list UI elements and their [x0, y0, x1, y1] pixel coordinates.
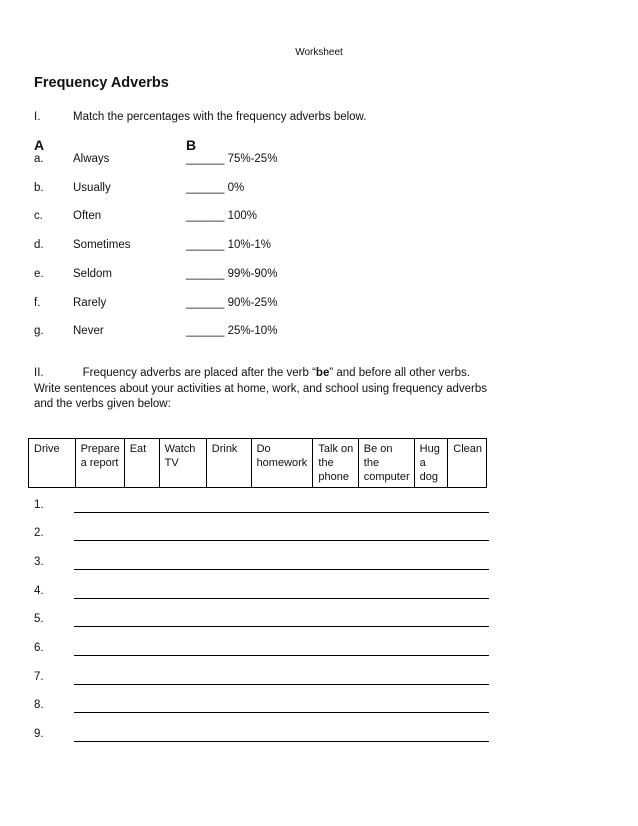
verb-cell: Prepare a report	[75, 439, 124, 488]
verb-cell: Clean	[448, 439, 487, 488]
verb-cell: Be on the computer	[358, 439, 414, 488]
line-number: 6.	[34, 642, 44, 654]
writing-rule[interactable]	[74, 569, 489, 570]
line-number: 7.	[34, 671, 44, 683]
table-row	[29, 439, 487, 488]
match-adverb: Seldom	[73, 268, 112, 280]
section-1-numeral: I.	[34, 111, 41, 123]
instruction-text: Frequency adverbs are placed after the verb “	[82, 367, 316, 379]
line-number: 4.	[34, 585, 44, 597]
match-adverb: Sometimes	[73, 239, 131, 251]
writing-rule[interactable]	[74, 598, 489, 599]
match-letter: c.	[34, 210, 43, 222]
answer-line[interactable]	[34, 728, 489, 744]
match-letter: g.	[34, 325, 44, 337]
verb-cell: Do homework	[251, 439, 313, 488]
line-number: 2.	[34, 527, 44, 539]
match-answer[interactable]: ______ 25%-10%	[186, 325, 278, 337]
match-answer[interactable]: ______ 99%-90%	[186, 268, 278, 280]
match-adverb: Usually	[73, 182, 111, 194]
match-letter: e.	[34, 268, 44, 280]
verb-cell: Drive	[29, 439, 76, 488]
column-b-heading: B	[186, 137, 197, 153]
answer-line[interactable]	[34, 671, 489, 687]
match-adverb: Often	[73, 210, 102, 222]
match-adverb: Rarely	[73, 297, 107, 309]
writing-rule[interactable]	[74, 655, 489, 656]
match-letter: f.	[34, 297, 41, 309]
verb-cell: Eat	[124, 439, 159, 488]
answer-line[interactable]	[34, 499, 489, 515]
match-answer[interactable]: ______ 10%-1%	[186, 239, 272, 251]
answer-line[interactable]	[34, 556, 489, 572]
instruction-text: ” and before all other verbs. Write sentences about your activities at home, work, and school using frequency adverbs and the verbs given below:	[34, 367, 487, 410]
answer-line[interactable]	[34, 527, 489, 543]
verb-cell: Drink	[206, 439, 251, 488]
line-number: 3.	[34, 556, 44, 568]
verb-table	[28, 438, 487, 488]
section-1-instruction: Match the percentages with the frequency adverbs below.	[73, 111, 367, 123]
writing-rule[interactable]	[74, 741, 489, 742]
worksheet-header: Worksheet	[295, 47, 343, 58]
line-number: 9.	[34, 728, 44, 740]
column-a-heading: A	[34, 137, 45, 153]
line-number: 1.	[34, 499, 44, 511]
match-adverb: Always	[73, 153, 110, 165]
writing-rule[interactable]	[74, 512, 489, 513]
verb-cell: Hug a dog	[414, 439, 448, 488]
match-letter: a.	[34, 153, 44, 165]
verb-cell: Watch TV	[159, 439, 206, 488]
answer-line[interactable]	[34, 585, 489, 601]
match-answer[interactable]: ______ 90%-25%	[186, 297, 278, 309]
match-letter: b.	[34, 182, 44, 194]
match-answer[interactable]: ______ 75%-25%	[186, 153, 278, 165]
match-answer[interactable]: ______ 100%	[186, 210, 257, 222]
answer-line[interactable]	[34, 642, 489, 658]
writing-rule[interactable]	[74, 626, 489, 627]
emphasized-verb: be	[315, 367, 330, 379]
answer-line[interactable]	[34, 613, 489, 629]
line-number: 8.	[34, 699, 44, 711]
match-answer[interactable]: ______ 0%	[186, 182, 245, 194]
writing-rule[interactable]	[74, 540, 489, 541]
match-adverb: Never	[73, 325, 104, 337]
writing-rule[interactable]	[74, 712, 489, 713]
line-number: 5.	[34, 613, 44, 625]
section-2-numeral: II.	[34, 367, 44, 379]
page-title: Frequency Adverbs	[34, 75, 169, 91]
answer-line[interactable]	[34, 699, 489, 715]
verb-cell: Talk on the phone	[313, 439, 358, 488]
section-2-instruction	[34, 366, 494, 413]
match-letter: d.	[34, 239, 44, 251]
writing-rule[interactable]	[74, 684, 489, 685]
